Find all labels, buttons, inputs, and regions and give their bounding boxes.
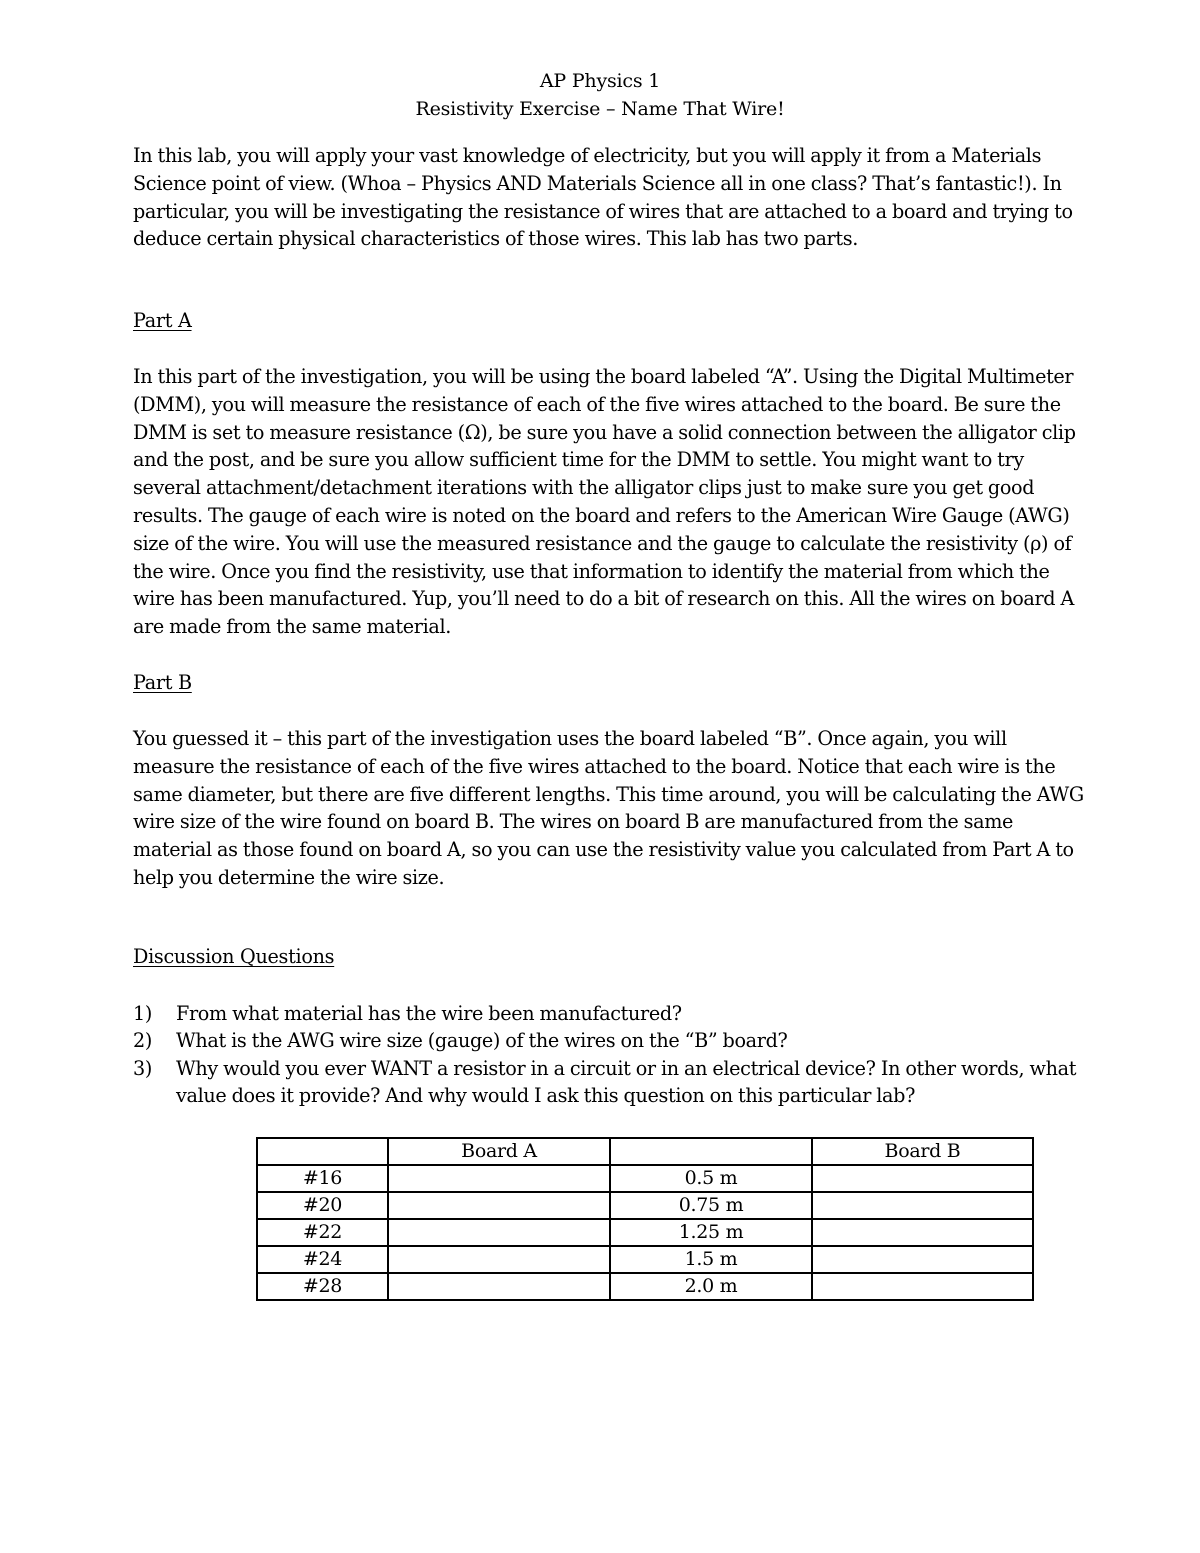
board-a-entry-cell[interactable] bbox=[388, 1273, 610, 1300]
question-item bbox=[133, 1000, 1093, 1027]
gauge-cell: #20 bbox=[257, 1192, 388, 1219]
board-b-entry-cell[interactable] bbox=[812, 1246, 1033, 1273]
part-b-heading: Part B bbox=[133, 671, 192, 694]
table-row bbox=[257, 1192, 1033, 1219]
question-text: From what material has the wire been manufactured? bbox=[176, 1002, 682, 1025]
discussion-questions bbox=[133, 1000, 1093, 1110]
length-cell: 0.5 m bbox=[610, 1165, 812, 1192]
table-row bbox=[257, 1165, 1033, 1192]
question-number: 1) bbox=[133, 1002, 152, 1025]
question-text: What is the AWG wire size (gauge) of the wires on the “B” board? bbox=[176, 1029, 788, 1053]
question-number: 3) bbox=[133, 1056, 152, 1080]
question-item bbox=[133, 1027, 1093, 1054]
table-header-row bbox=[257, 1138, 1033, 1165]
header-cell bbox=[610, 1138, 812, 1165]
intro-paragraph: In this lab, you will apply your vast knowledge of electricity, but you will apply it from a Materials Science point of view. (Whoa – Physics AND Materials Science all in one class? That’s fantastic!). In particular, you will be investigating the resistance of wires that are attached to a board and trying to deduce certain physical characteristics of those wires. This lab has two parts. bbox=[133, 144, 1073, 251]
table-row bbox=[257, 1219, 1033, 1246]
gauge-cell: #16 bbox=[257, 1165, 388, 1192]
wire-data-table bbox=[256, 1137, 1034, 1301]
board-b-entry-cell[interactable] bbox=[812, 1192, 1033, 1219]
board-a-entry-cell[interactable] bbox=[388, 1192, 610, 1219]
course-title: AP Physics 1 bbox=[539, 70, 661, 92]
question-text: Why would you ever WANT a resistor in a circuit or in an electrical device? In other words, what value does it provide? And why would I ask this question on this particular lab? bbox=[176, 1056, 1077, 1108]
question-number: 2) bbox=[133, 1029, 152, 1053]
length-cell: 1.5 m bbox=[610, 1246, 812, 1273]
header-cell-board-b: Board B bbox=[812, 1138, 1033, 1165]
header-cell bbox=[257, 1138, 388, 1165]
length-cell: 2.0 m bbox=[610, 1273, 812, 1300]
part-a-paragraph: In this part of the investigation, you will be using the board labeled “A”. Using the Digital Multimeter (DMM), you will measure the resistance of each of the five wires attached to the board. Be sure the DMM is set to measure resistance (Ω), be sure you have a solid connection between the alligator clip and the post, and be sure you allow sufficient time for the DMM to settle. You might want to try several attachment/detachment iterations with the alligator clips just to make sure you get good results. The gauge of each wire is noted on the board and refers to the American Wire Gauge (AWG) size of the wire. You will use the measured resistance and the gauge to calculate the resistivity (ρ) of the wire. Once you find the resistivity, use that information to identify the material from which the wire has been manufactured. Yup, you’ll need to do a bit of research on this. All the wires on board A are made from the same material. bbox=[133, 365, 1076, 639]
gauge-cell: #28 bbox=[257, 1273, 388, 1300]
table-row bbox=[257, 1246, 1033, 1273]
part-b-paragraph: You guessed it – this part of the investigation uses the board labeled “B”. Once again, you will measure the resistance of each of the five wires attached to the board. Notice that each wire is the same diameter, but there are five different lengths. This time around, you will be calculating the AWG wire size of the wire found on board B. The wires on board B are manufactured from the same material as those found on board A, so you can use the resistivity value you calculated from Part A to help you determine the wire size. bbox=[133, 727, 1084, 889]
gauge-cell: #22 bbox=[257, 1219, 388, 1246]
part-a-heading: Part A bbox=[133, 309, 192, 332]
board-b-entry-cell[interactable] bbox=[812, 1273, 1033, 1300]
exercise-title: Resistivity Exercise – Name That Wire! bbox=[415, 98, 785, 120]
board-a-entry-cell[interactable] bbox=[388, 1219, 610, 1246]
length-cell: 0.75 m bbox=[610, 1192, 812, 1219]
board-a-entry-cell[interactable] bbox=[388, 1165, 610, 1192]
board-a-entry-cell[interactable] bbox=[388, 1246, 610, 1273]
board-b-entry-cell[interactable] bbox=[812, 1165, 1033, 1192]
question-item bbox=[133, 1055, 1093, 1110]
header-cell-board-a: Board A bbox=[388, 1138, 610, 1165]
discussion-heading: Discussion Questions bbox=[133, 945, 335, 968]
gauge-cell: #24 bbox=[257, 1246, 388, 1273]
board-b-entry-cell[interactable] bbox=[812, 1219, 1033, 1246]
table-row bbox=[257, 1273, 1033, 1300]
length-cell: 1.25 m bbox=[610, 1219, 812, 1246]
